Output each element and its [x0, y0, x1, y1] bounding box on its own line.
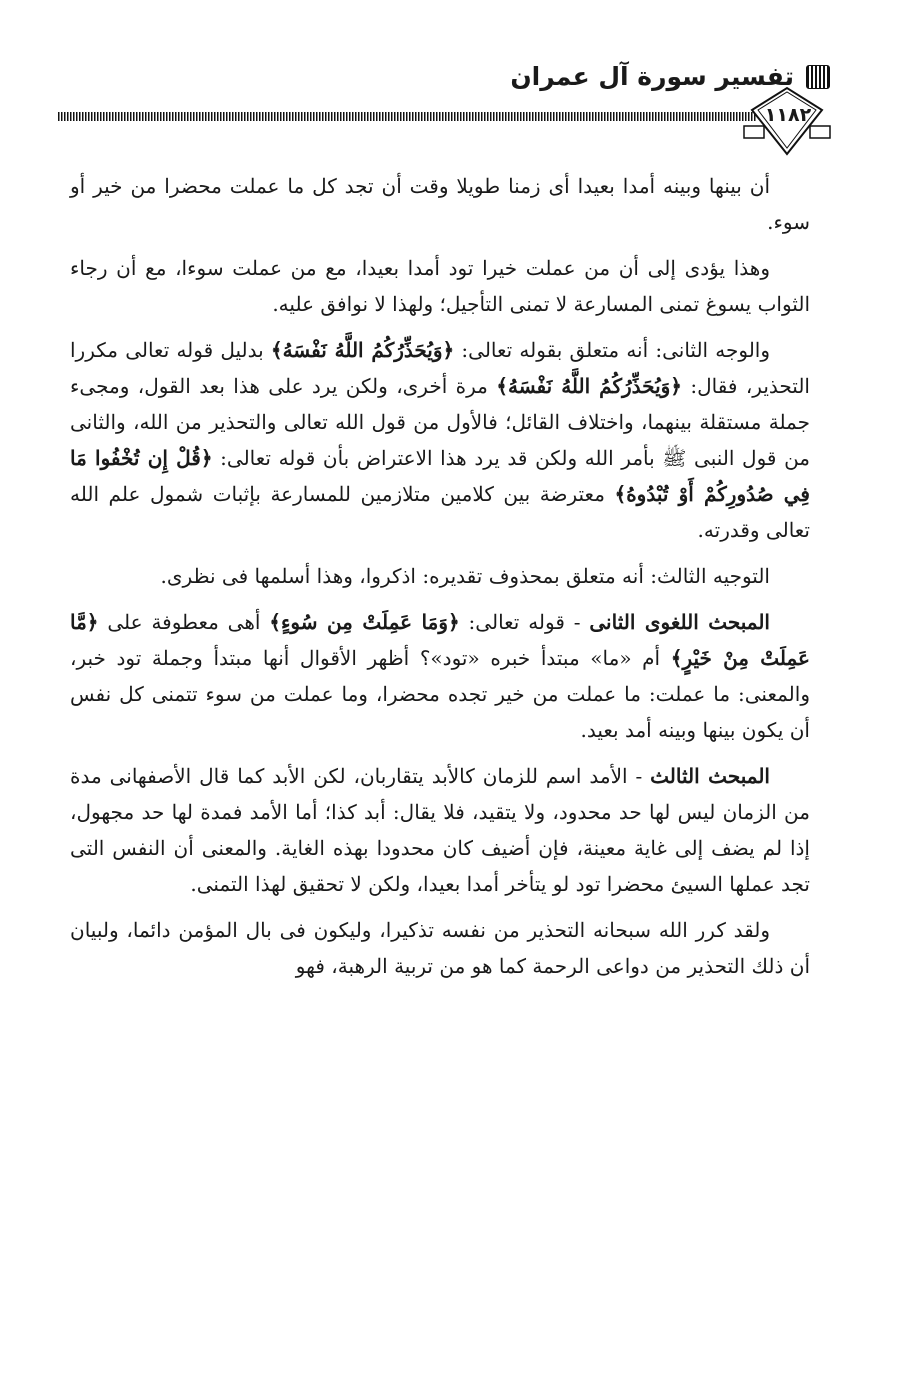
section-heading: المبحث الثالث	[650, 764, 770, 788]
paragraph-text: - الأمد اسم للزمان كالأبد يتقاربان، لكن الأبد كما قال الأصفهانى مدة من الزمان ليس لها حد محدود، ولا يتقيد، فلا يقال: أبد كذا؛ أما الأمد فمدة لها حد مجهول، إذا لم يضف إلى غاية معينة، فإن أضيف كان محدودا بهذه الغاية. والمعنى أن النفس التى تجد عملها السيئ محضرا تود لو يتأخر أمدا بعيدا، ولكن لا تحقيق لهذا التمنى.	[70, 764, 810, 896]
paragraph-text: معترضة بين كلامين متلازمين للمسارعة بإثبات شمول علم الله تعالى وقدرته.	[70, 482, 810, 542]
paragraph-text: مرة أخرى، ولكن يرد على هذا بعد القول، ومجىء جملة مستقلة بينهما، واختلاف القائل؛ فالأول من قول الله تعالى والتحذير من الله، والثانى من قول النبى ﷺ بأمر الله ولكن قد يرد هذا الاعتراض بأن قوله تعالى:	[70, 374, 811, 470]
paragraph-text: ولقد كرر الله سبحانه التحذير من نفسه تذكيرا، وليكون فى بال المؤمن دائما، ولبيان أن ذلك التحذير من دواعى الرحمة كما هو من تربية الرهبة، فهو	[70, 918, 810, 978]
paragraph-text: بدليل قوله تعالى مكررا التحذير، فقال:	[70, 338, 810, 398]
paragraph	[70, 332, 810, 548]
paragraph	[70, 758, 810, 902]
quran-verse: ﴿قُلْ إِن تُخْفُوا مَا فِي صُدُورِكُمْ أَوْ تُبْدُوهُ﴾	[70, 446, 810, 506]
paragraph-text: التوجيه الثالث: أنه متعلق بمحذوف تقديره: اذكروا، وهذا أسلمها فى نظرى.	[160, 564, 770, 588]
header-title: تفسير سورة آل عمران	[510, 62, 794, 91]
paragraph	[70, 250, 810, 322]
quran-verse: ﴿وَيُحَذِّرُكُمُ اللَّهُ نَفْسَهُ﴾	[270, 338, 455, 362]
paragraph-text: - قوله تعالى:	[459, 610, 590, 634]
body-text	[70, 168, 810, 994]
paragraph-text: وهذا يؤدى إلى أن من عملت خيرا تود أمدا بعيدا، مع من عملت سوءا، مع أن رجاء الثواب يسوغ تمنى المسارعة لا تمنى التأجيل؛ ولهذا لا نوافق عليه.	[70, 256, 810, 316]
page-number: ١١٨٢	[764, 104, 812, 126]
paragraph-text: أهى معطوفة على	[98, 610, 270, 634]
paragraph-text: والوجه الثانى: أنه متعلق بقوله تعالى:	[454, 338, 771, 362]
paragraph	[70, 912, 810, 984]
paragraph-text: أن بينها وبينه أمدا بعيدا أى زمنا طويلا وقت أن تجد كل ما عملت محضرا من خير أو سوء.	[70, 174, 810, 234]
quran-verse: ﴿مَّا عَمِلَتْ مِنْ خَيْرٍ﴾	[70, 610, 810, 670]
paragraph	[70, 168, 810, 240]
quran-verse: ﴿وَمَا عَمِلَتْ مِن سُوءٍ﴾	[269, 610, 460, 634]
paragraph-text: أم «ما» مبتدأ خبره «تود»؟ أظهر الأقوال أنها مبتدأ وجملة تود خبر، والمعنى: ما عملت: ما عملت من خير تجده محضرا، وما عملت من سوء تتمنى كل نفس أن يكون بينها وبينه أمد بعيد.	[70, 646, 810, 742]
section-heading: المبحث اللغوى الثانى	[589, 610, 770, 634]
paragraph	[70, 558, 810, 594]
paragraph	[70, 604, 810, 748]
quran-verse: ﴿وَيُحَذِّرُكُمُ اللَّهُ نَفْسَهُ﴾	[496, 374, 683, 398]
header-rule	[58, 112, 756, 121]
